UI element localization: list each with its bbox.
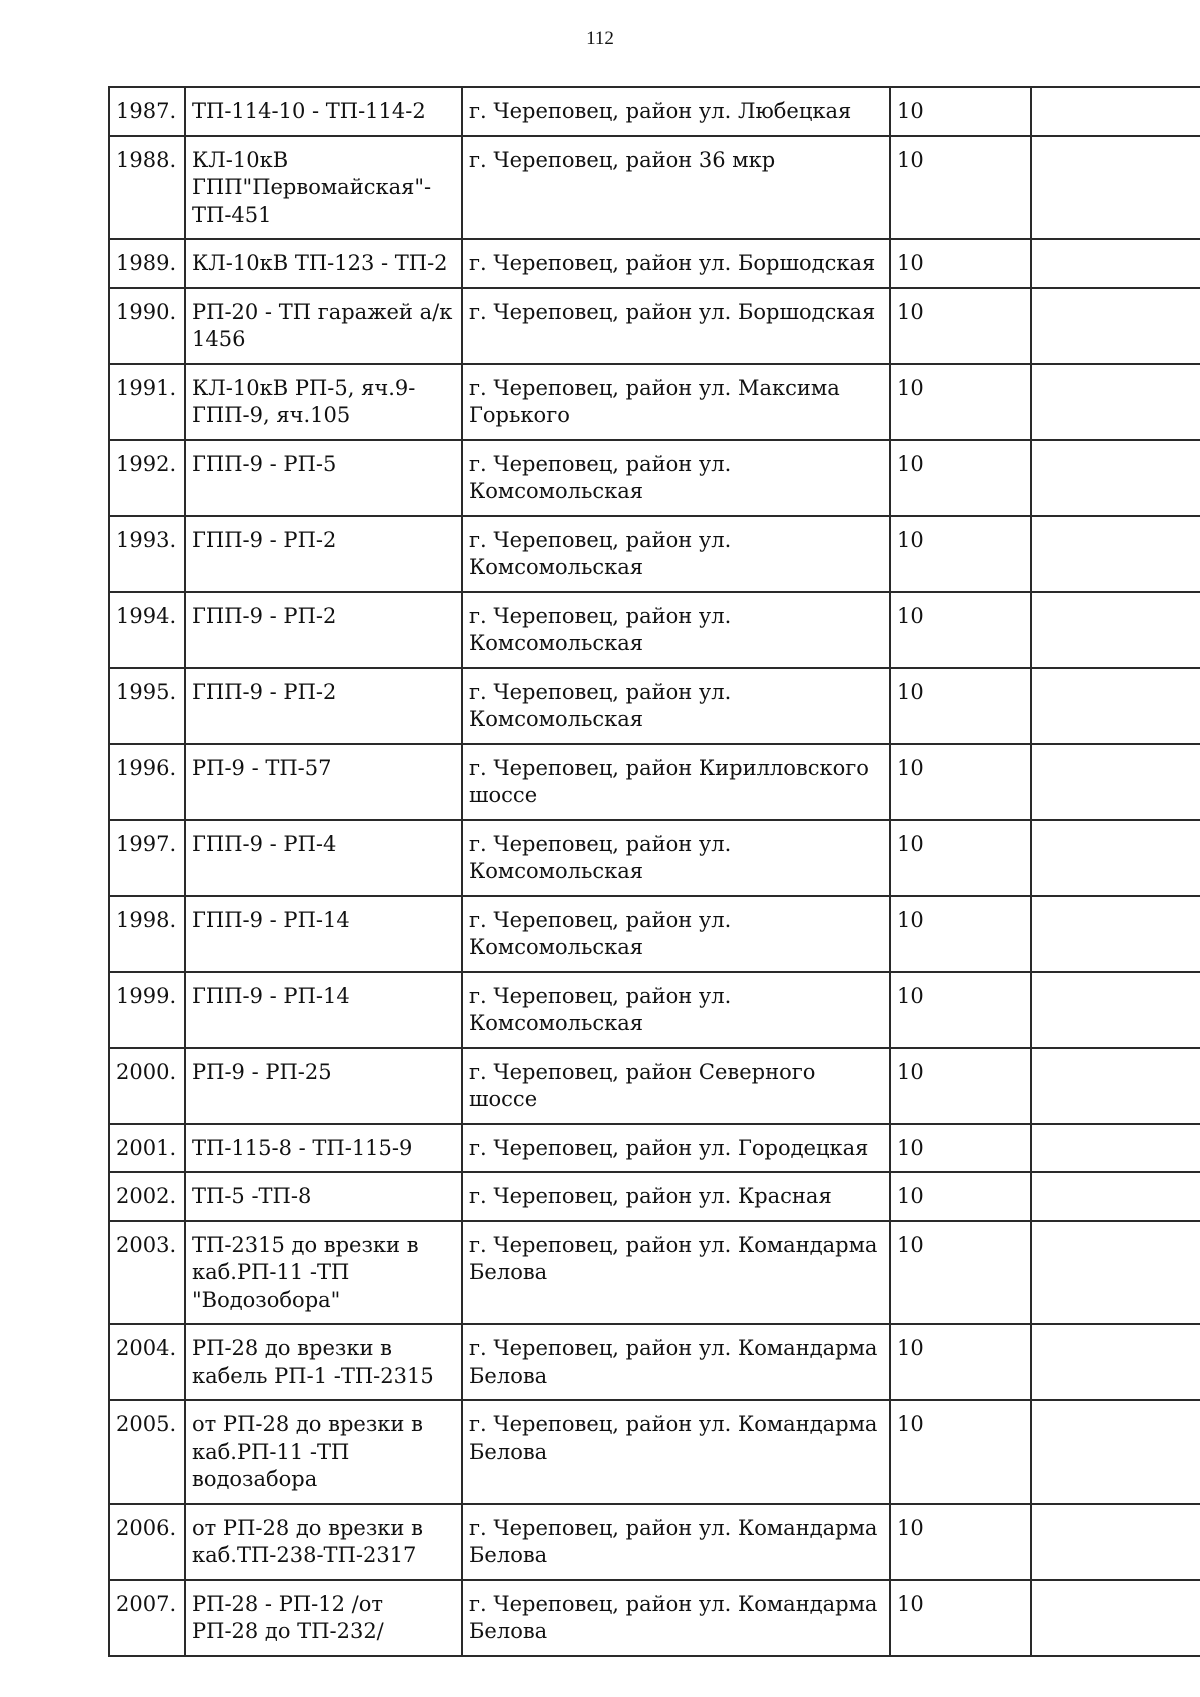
line-name-cell: КЛ-10кВ РП-5, яч.9-ГПП-9, яч.105 — [185, 364, 462, 440]
row-number-cell: 1990. — [109, 288, 185, 364]
note-cell — [1031, 1580, 1200, 1656]
voltage-cell: 10 — [890, 820, 1031, 896]
registry-table-body — [109, 87, 1200, 1656]
note-cell — [1031, 896, 1200, 972]
table-row — [109, 516, 1200, 592]
note-cell — [1031, 1400, 1200, 1504]
note-cell — [1031, 1124, 1200, 1173]
line-name-cell: ТП-115-8 - ТП-115-9 — [185, 1124, 462, 1173]
line-name-cell: ГПП-9 - РП-2 — [185, 668, 462, 744]
line-name-cell: ГПП-9 - РП-5 — [185, 440, 462, 516]
line-name-cell: ГПП-9 - РП-14 — [185, 972, 462, 1048]
location-cell: г. Череповец, район ул. Комсомольская — [462, 896, 890, 972]
voltage-cell: 10 — [890, 592, 1031, 668]
table-row — [109, 1221, 1200, 1325]
row-number-cell: 1987. — [109, 87, 185, 136]
table-row — [109, 288, 1200, 364]
note-cell — [1031, 820, 1200, 896]
location-cell: г. Череповец, район ул. Командарма Белова — [462, 1324, 890, 1400]
row-number-cell: 2007. — [109, 1580, 185, 1656]
voltage-cell: 10 — [890, 239, 1031, 288]
line-name-cell: ТП-114-10 - ТП-114-2 — [185, 87, 462, 136]
note-cell — [1031, 440, 1200, 516]
voltage-cell: 10 — [890, 668, 1031, 744]
row-number-cell: 1995. — [109, 668, 185, 744]
location-cell: г. Череповец, район ул. Городецкая — [462, 1124, 890, 1173]
note-cell — [1031, 744, 1200, 820]
voltage-cell: 10 — [890, 1504, 1031, 1580]
location-cell: г. Череповец, район ул. Боршодская — [462, 239, 890, 288]
location-cell: г. Череповец, район ул. Красная — [462, 1172, 890, 1221]
location-cell: г. Череповец, район ул. Боршодская — [462, 288, 890, 364]
voltage-cell: 10 — [890, 1400, 1031, 1504]
row-number-cell: 1988. — [109, 136, 185, 240]
voltage-cell: 10 — [890, 440, 1031, 516]
location-cell: г. Череповец, район ул. Комсомольская — [462, 516, 890, 592]
table-row — [109, 1172, 1200, 1221]
note-cell — [1031, 516, 1200, 592]
table-row — [109, 364, 1200, 440]
note-cell — [1031, 364, 1200, 440]
table-row — [109, 440, 1200, 516]
row-number-cell: 1993. — [109, 516, 185, 592]
row-number-cell: 2006. — [109, 1504, 185, 1580]
voltage-cell: 10 — [890, 744, 1031, 820]
voltage-cell: 10 — [890, 288, 1031, 364]
note-cell — [1031, 1048, 1200, 1124]
note-cell — [1031, 592, 1200, 668]
location-cell: г. Череповец, район ул. Командарма Белова — [462, 1400, 890, 1504]
note-cell — [1031, 972, 1200, 1048]
voltage-cell: 10 — [890, 1324, 1031, 1400]
table-row — [109, 1400, 1200, 1504]
voltage-cell: 10 — [890, 1048, 1031, 1124]
location-cell: г. Череповец, район ул. Командарма Белова — [462, 1221, 890, 1325]
row-number-cell: 1994. — [109, 592, 185, 668]
voltage-cell: 10 — [890, 136, 1031, 240]
line-name-cell: КЛ-10кВ ТП-123 - ТП-2 — [185, 239, 462, 288]
note-cell — [1031, 288, 1200, 364]
voltage-cell: 10 — [890, 1221, 1031, 1325]
line-name-cell: РП-28 до врезки в кабель РП-1 -ТП-2315 — [185, 1324, 462, 1400]
table-row — [109, 744, 1200, 820]
table-row — [109, 1324, 1200, 1400]
voltage-cell: 10 — [890, 972, 1031, 1048]
line-name-cell: РП-28 - РП-12 /от РП-28 до ТП-232/ — [185, 1580, 462, 1656]
voltage-cell: 10 — [890, 1580, 1031, 1656]
row-number-cell: 1989. — [109, 239, 185, 288]
voltage-cell: 10 — [890, 364, 1031, 440]
line-name-cell: от РП-28 до врезки в каб.РП-11 -ТП водозабора — [185, 1400, 462, 1504]
line-name-cell: КЛ-10кВ ГПП"Первомайская"-ТП-451 — [185, 136, 462, 240]
location-cell: г. Череповец, район ул. Комсомольская — [462, 972, 890, 1048]
row-number-cell: 2005. — [109, 1400, 185, 1504]
note-cell — [1031, 1504, 1200, 1580]
location-cell: г. Череповец, район Кирилловского шоссе — [462, 744, 890, 820]
line-name-cell: РП-9 - РП-25 — [185, 1048, 462, 1124]
location-cell: г. Череповец, район ул. Комсомольская — [462, 592, 890, 668]
voltage-cell: 10 — [890, 516, 1031, 592]
registry-table — [108, 86, 1200, 1657]
note-cell — [1031, 136, 1200, 240]
line-name-cell: ГПП-9 - РП-2 — [185, 592, 462, 668]
row-number-cell: 1996. — [109, 744, 185, 820]
note-cell — [1031, 1172, 1200, 1221]
note-cell — [1031, 668, 1200, 744]
table-row — [109, 896, 1200, 972]
table-row — [109, 1504, 1200, 1580]
row-number-cell: 2002. — [109, 1172, 185, 1221]
table-row — [109, 87, 1200, 136]
row-number-cell: 1997. — [109, 820, 185, 896]
location-cell: г. Череповец, район ул. Комсомольская — [462, 668, 890, 744]
voltage-cell: 10 — [890, 1172, 1031, 1221]
table-row — [109, 820, 1200, 896]
table-row — [109, 1580, 1200, 1656]
line-name-cell: ГПП-9 - РП-2 — [185, 516, 462, 592]
location-cell: г. Череповец, район ул. Комсомольская — [462, 820, 890, 896]
table-row — [109, 592, 1200, 668]
row-number-cell: 1992. — [109, 440, 185, 516]
location-cell: г. Череповец, район ул. Любецкая — [462, 87, 890, 136]
line-name-cell: РП-20 - ТП гаражей а/к 1456 — [185, 288, 462, 364]
row-number-cell: 2001. — [109, 1124, 185, 1173]
table-row — [109, 136, 1200, 240]
table-row — [109, 668, 1200, 744]
note-cell — [1031, 239, 1200, 288]
location-cell: г. Череповец, район ул. Командарма Белова — [462, 1580, 890, 1656]
line-name-cell: ТП-5 -ТП-8 — [185, 1172, 462, 1221]
table-row — [109, 239, 1200, 288]
row-number-cell: 2003. — [109, 1221, 185, 1325]
table-row — [109, 1048, 1200, 1124]
line-name-cell: от РП-28 до врезки в каб.ТП-238-ТП-2317 — [185, 1504, 462, 1580]
line-name-cell: РП-9 - ТП-57 — [185, 744, 462, 820]
row-number-cell: 1998. — [109, 896, 185, 972]
voltage-cell: 10 — [890, 87, 1031, 136]
line-name-cell: ГПП-9 - РП-14 — [185, 896, 462, 972]
line-name-cell: ГПП-9 - РП-4 — [185, 820, 462, 896]
location-cell: г. Череповец, район ул. Командарма Белова — [462, 1504, 890, 1580]
voltage-cell: 10 — [890, 896, 1031, 972]
location-cell: г. Череповец, район Северного шоссе — [462, 1048, 890, 1124]
note-cell — [1031, 87, 1200, 136]
location-cell: г. Череповец, район ул. Максима Горького — [462, 364, 890, 440]
table-row — [109, 1124, 1200, 1173]
note-cell — [1031, 1324, 1200, 1400]
voltage-cell: 10 — [890, 1124, 1031, 1173]
row-number-cell: 1991. — [109, 364, 185, 440]
location-cell: г. Череповец, район 36 мкр — [462, 136, 890, 240]
line-name-cell: ТП-2315 до врезки в каб.РП-11 -ТП "Водозобора" — [185, 1221, 462, 1325]
table-row — [109, 972, 1200, 1048]
location-cell: г. Череповец, район ул. Комсомольская — [462, 440, 890, 516]
note-cell — [1031, 1221, 1200, 1325]
row-number-cell: 2004. — [109, 1324, 185, 1400]
page-number: 112 — [586, 28, 614, 49]
row-number-cell: 2000. — [109, 1048, 185, 1124]
row-number-cell: 1999. — [109, 972, 185, 1048]
